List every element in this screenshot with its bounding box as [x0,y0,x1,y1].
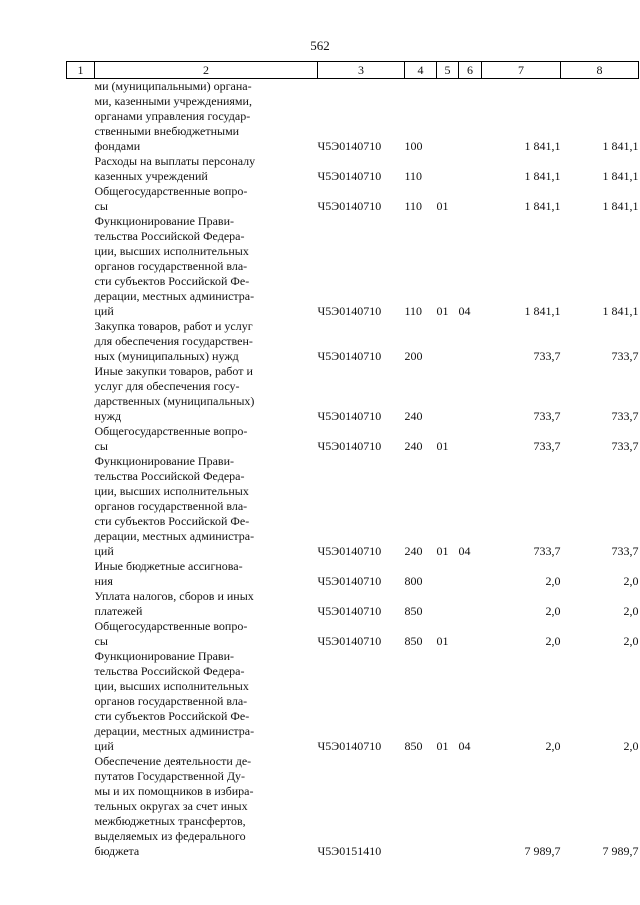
cell-expense-type: 110 [404,199,423,213]
cell-subsection: 04 [458,304,471,318]
header-col-5: 5 [437,62,459,79]
cell-subsection [459,754,482,859]
cell-amount-1: 733,7 [533,409,561,423]
cell-subsection [459,364,482,424]
cell-num [67,364,95,424]
cell-expense-type: 110 [404,169,423,183]
cell-expense-type: 850 [404,634,423,648]
cell-target-code: Ч5Э0140710 [317,349,382,363]
cell-num [67,214,95,319]
cell-num [67,619,95,649]
cell-expense-type: 100 [404,139,423,153]
cell-expense-type: 110 [404,304,423,318]
cell-num [67,559,95,589]
cell-section: 01 [436,304,449,318]
cell-section [437,154,459,184]
table-row [67,754,639,859]
cell-target-code: Ч5Э0140710 [317,409,382,423]
cell-amount-2: 2,0 [623,574,639,588]
cell-section: 01 [436,634,449,648]
cell-amount-2: 733,7 [611,409,639,423]
cell-name: Функционирование Прави- тельства Российской Федера- ции, высших исполнительных органов государственной вла- сти субъектов Российской Фе- дерации, местных администра- ций [94,649,255,753]
cell-expense-type [405,754,437,859]
cell-target-code: Ч5Э0140710 [317,604,382,618]
cell-section: 01 [436,439,449,453]
cell-name: ми (муниципальными) органа- ми, казенными учреждениями, органами управления государ- ственными внебюджетными фондами [94,79,252,153]
cell-section [437,319,459,364]
cell-name: Общегосударственные вопро- сы [94,619,248,648]
cell-section [437,754,459,859]
cell-expense-type: 850 [404,739,423,753]
cell-target-code: Ч5Э0140710 [317,439,382,453]
cell-section [437,79,459,155]
page-number: 562 [310,38,330,53]
cell-subsection [459,154,482,184]
cell-name: Обеспечение деятельности де- путатов Государственной Ду- мы и их помощников в избира- тельных округах за счет иных межбюджетных трансфертов, выделяемых из федерального бюджета [94,754,254,858]
budget-table [66,61,639,859]
cell-target-code: Ч5Э0140710 [317,169,382,183]
table-row [67,589,639,619]
cell-amount-2: 1 841,1 [602,304,639,318]
cell-target-code: Ч5Э0140710 [317,139,382,153]
cell-section: 01 [436,544,449,558]
cell-num [67,154,95,184]
cell-target-code: Ч5Э0140710 [317,634,382,648]
table-row [67,364,639,424]
table-row [67,454,639,559]
cell-subsection [459,619,482,649]
table-row [67,649,639,754]
cell-expense-type: 200 [404,349,423,363]
cell-expense-type: 800 [404,574,423,588]
header-col-7: 7 [482,62,561,79]
cell-amount-1: 733,7 [533,544,561,558]
cell-amount-1: 2,0 [545,739,561,753]
cell-section: 01 [436,739,449,753]
cell-amount-1: 2,0 [545,604,561,618]
cell-amount-1: 2,0 [545,634,561,648]
cell-name: Иные закупки товаров, работ и услуг для обеспечения госу- дарственных (муниципальных) нужд [94,364,255,423]
cell-subsection [459,589,482,619]
header-col-1: 1 [67,62,95,79]
cell-name: Уплата налогов, сборов и иных платежей [94,589,254,618]
cell-target-code: Ч5Э0151410 [317,844,382,858]
cell-amount-2: 1 841,1 [602,139,639,153]
cell-num [67,589,95,619]
cell-name: Общегосударственные вопро- сы [94,184,248,213]
cell-target-code: Ч5Э0140710 [317,574,382,588]
cell-target-code: Ч5Э0140710 [317,544,382,558]
cell-amount-2: 1 841,1 [602,199,639,213]
cell-amount-1: 2,0 [545,574,561,588]
table-row [67,619,639,649]
cell-target-code: Ч5Э0140710 [317,199,382,213]
cell-expense-type: 240 [404,409,423,423]
cell-amount-2: 733,7 [611,439,639,453]
cell-section [437,559,459,589]
cell-amount-2: 1 841,1 [602,169,639,183]
cell-amount-2: 2,0 [623,634,639,648]
cell-amount-1: 1 841,1 [524,139,561,153]
cell-amount-2: 733,7 [611,349,639,363]
cell-section: 01 [436,199,449,213]
cell-amount-1: 733,7 [533,439,561,453]
table-row [67,319,639,364]
table-row [67,214,639,319]
header-col-6: 6 [459,62,482,79]
cell-subsection [459,559,482,589]
cell-num [67,424,95,454]
cell-name: Функционирование Прави- тельства Российской Федера- ции, высших исполнительных органов государственной вла- сти субъектов Российской Фе- дерации, местных администра- ций [94,454,255,558]
table-row [67,154,639,184]
table-row [67,184,639,214]
cell-num [67,649,95,754]
header-col-3: 3 [318,62,405,79]
table-body [67,79,639,860]
cell-num [67,184,95,214]
cell-amount-2: 2,0 [623,739,639,753]
cell-num [67,79,95,155]
cell-name: Общегосударственные вопро- сы [94,424,248,453]
cell-subsection: 04 [458,739,471,753]
cell-expense-type: 240 [404,544,423,558]
table-row [67,424,639,454]
header-col-2: 2 [95,62,318,79]
cell-subsection [459,319,482,364]
cell-amount-1: 1 841,1 [524,199,561,213]
cell-name: Закупка товаров, работ и услуг для обеспечения государствен- ных (муниципальных) нужд [94,319,253,363]
cell-expense-type: 240 [404,439,423,453]
cell-target-code: Ч5Э0140710 [317,739,382,753]
cell-subsection [459,184,482,214]
cell-amount-2: 733,7 [611,544,639,558]
cell-amount-1: 733,7 [533,349,561,363]
header-col-4: 4 [405,62,437,79]
cell-subsection [459,79,482,155]
cell-subsection [459,424,482,454]
cell-amount-2: 2,0 [623,604,639,618]
cell-subsection: 04 [458,544,471,558]
cell-amount-2: 7 989,7 [602,844,639,858]
cell-amount-1: 1 841,1 [524,169,561,183]
cell-amount-1: 7 989,7 [524,844,561,858]
cell-section [437,364,459,424]
cell-num [67,454,95,559]
cell-amount-1: 1 841,1 [524,304,561,318]
cell-num [67,319,95,364]
cell-name: Расходы на выплаты персоналу казенных учреждений [94,154,256,183]
table-row [67,559,639,589]
cell-num [67,754,95,859]
table-header-row [67,62,639,79]
cell-section [437,589,459,619]
cell-name: Функционирование Прави- тельства Российской Федера- ции, высших исполнительных органов государственной вла- сти субъектов Российской Фе- дерации, местных администра- ций [94,214,255,318]
cell-name: Иные бюджетные ассигнова- ния [94,559,243,588]
cell-expense-type: 850 [404,604,423,618]
table-row [67,79,639,155]
header-col-8: 8 [561,62,639,79]
cell-target-code: Ч5Э0140710 [317,304,382,318]
